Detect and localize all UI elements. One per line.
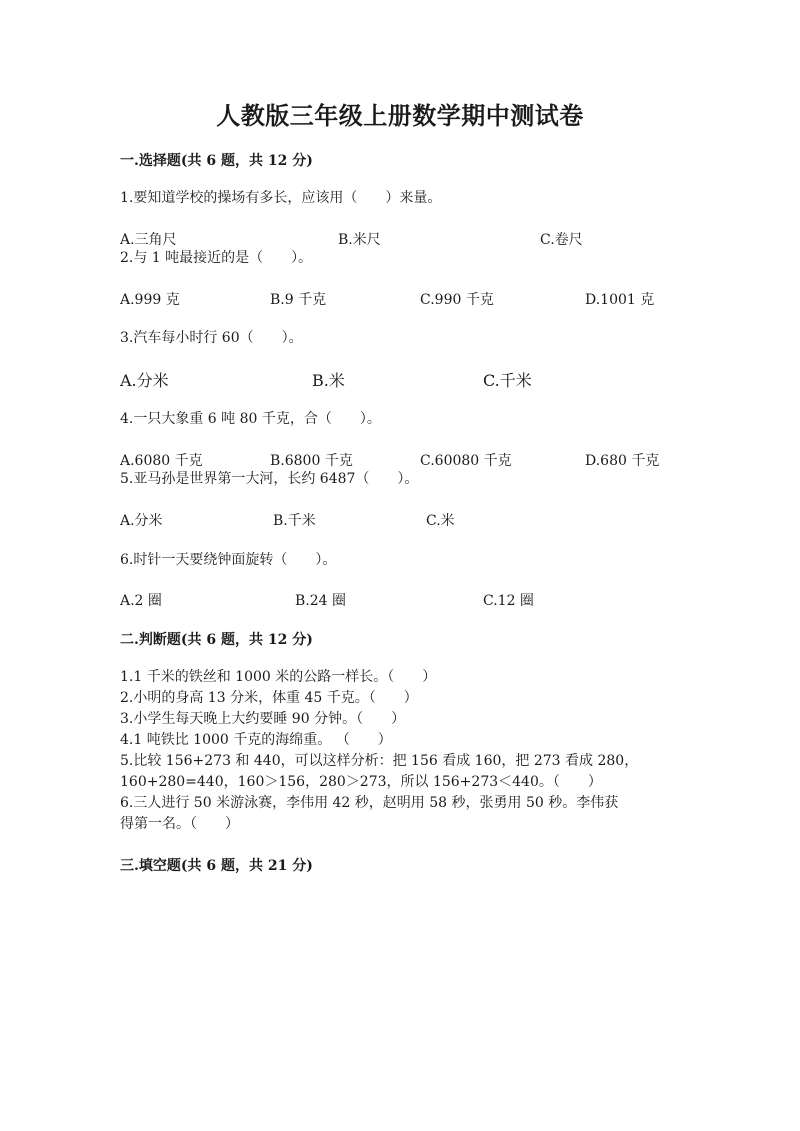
question-5: 5.亚马孙是世界第一大河，长约 6487（ ）。 bbox=[120, 471, 419, 487]
option-6b: B.24 圈 bbox=[295, 593, 347, 609]
section-heading-judgment: 二.判断题(共 6 题，共 12 分) bbox=[120, 632, 313, 648]
option-6c: C.12 圈 bbox=[483, 593, 534, 609]
question-3: 3.汽车每小时行 60（ ）。 bbox=[120, 330, 303, 346]
section-heading-fill: 三.填空题(共 6 题，共 21 分) bbox=[120, 858, 313, 874]
judgment-line-5: 5.比较 156+273 和 440，可以这样分析：把 156 看成 160，把 273 看成 280， bbox=[120, 753, 639, 769]
option-6a: A.2 圈 bbox=[120, 593, 162, 609]
option-2a: A.999 克 bbox=[120, 292, 180, 308]
option-2b: B.9 千克 bbox=[270, 292, 327, 308]
option-3c: C.千米 bbox=[483, 371, 532, 390]
judgment-line-8: 得第一名。（ ） bbox=[120, 816, 239, 832]
option-2c: C.990 千克 bbox=[420, 292, 494, 308]
judgment-line-4: 4.1 吨铁比 1000 千克的海绵重。 （ ） bbox=[120, 732, 392, 748]
page-title: 人教版三年级上册数学期中测试卷 bbox=[216, 101, 584, 130]
option-1c: C.卷尺 bbox=[540, 232, 583, 248]
option-5a: A.分米 bbox=[120, 513, 163, 529]
option-4c: C.60080 千克 bbox=[420, 453, 512, 469]
option-3b: B.米 bbox=[312, 371, 345, 390]
option-4a: A.6080 千克 bbox=[120, 453, 203, 469]
option-1b: B.米尺 bbox=[338, 232, 381, 248]
judgment-line-3: 3.小学生每天晚上大约要睡 90 分钟。（ ） bbox=[120, 711, 406, 727]
section-heading-choice: 一.选择题(共 6 题，共 12 分) bbox=[120, 153, 313, 169]
question-6: 6.时针一天要绕钟面旋转（ ）。 bbox=[120, 552, 337, 568]
option-5c: C.米 bbox=[426, 513, 455, 529]
option-3a: A.分米 bbox=[120, 371, 169, 390]
option-2d: D.1001 克 bbox=[585, 292, 655, 308]
judgment-line-7: 6.三人进行 50 米游泳赛，李伟用 42 秒，赵明用 58 秒，张勇用 50 秒。李伟获 bbox=[120, 795, 619, 811]
option-4d: D.680 千克 bbox=[585, 453, 660, 469]
option-4b: B.6800 千克 bbox=[270, 453, 353, 469]
judgment-line-1: 1.1 千米的铁丝和 1000 米的公路一样长。（ ） bbox=[120, 669, 437, 685]
judgment-line-2: 2.小明的身高 13 分米，体重 45 千克。（ ） bbox=[120, 690, 418, 706]
judgment-line-6: 160+280=440，160＞156，280＞273，所以 156+273＜440。（ ） bbox=[120, 774, 602, 790]
option-1a: A.三角尺 bbox=[120, 232, 177, 248]
question-4: 4.一只大象重 6 吨 80 千克，合（ ）。 bbox=[120, 411, 381, 427]
question-1: 1.要知道学校的操场有多长，应该用（ ）来量。 bbox=[120, 190, 442, 206]
option-5b: B.千米 bbox=[273, 513, 316, 529]
question-2: 2.与 1 吨最接近的是（ ）。 bbox=[120, 250, 313, 266]
